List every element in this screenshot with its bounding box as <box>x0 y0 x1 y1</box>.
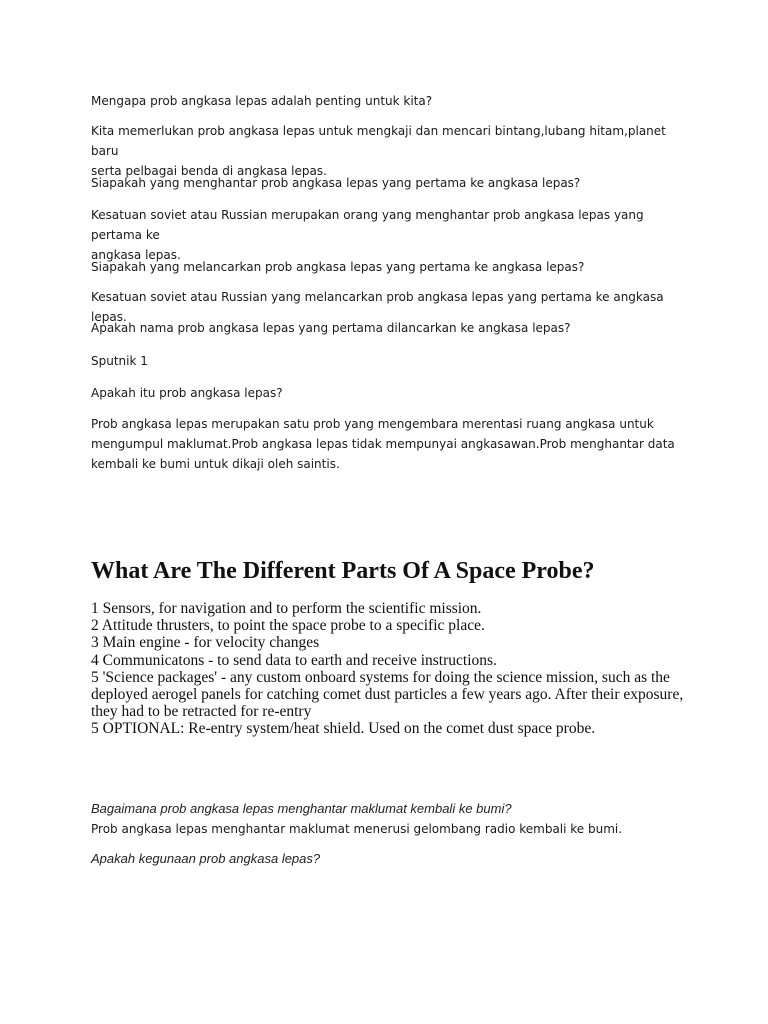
list-item: 3 Main engine - for velocity changes <box>91 634 320 652</box>
question-importance <box>91 91 691 111</box>
list-item: 1 Sensors, for navigation and to perform the scientific mission. <box>91 600 482 617</box>
text-line: Kesatuan soviet atau Russian merupakan orang yang menghantar prob angkasa lepas yang pertama ke <box>91 208 644 242</box>
text-line: mengumpul maklumat.Prob angkasa lepas tidak mempunyai angkasawan.Prob menghantar data <box>91 437 675 451</box>
text-line: Siapakah yang menghantar prob angkasa lepas yang pertama ke angkasa lepas? <box>91 176 581 190</box>
text-line: kembali ke bumi untuk dikaji oleh saintis. <box>91 457 340 471</box>
list-item: 5 'Science packages' - any custom onboard systems for doing the science mission, such as the <box>91 668 670 686</box>
section-heading: What Are The Different Parts Of A Space Probe? <box>91 558 595 584</box>
question-who-launched <box>91 257 691 277</box>
text-line: Apakah nama prob angkasa lepas yang pertama dilancarkan ke angkasa lepas? <box>91 321 571 335</box>
question-use: Apakah kegunaan prob angkasa lepas? <box>91 851 321 866</box>
text-line: Prob angkasa lepas merupakan satu prob yang mengembara merentasi ruang angkasa untuk <box>91 417 654 431</box>
list-item: 5 OPTIONAL: Re-entry system/heat shield. Used on the comet dust space probe. <box>91 720 596 738</box>
question-who-sent <box>91 173 691 193</box>
probe-parts-list <box>91 600 691 738</box>
text-line: serta pelbagai benda di angkasa lepas. <box>91 164 327 178</box>
text-line: Sputnik 1 <box>91 354 148 368</box>
list-item: deployed aerogel panels for catching comet dust particles a few years ago. After their exposure, <box>91 686 684 704</box>
text-line: Siapakah yang melancarkan prob angkasa lepas yang pertama ke angkasa lepas? <box>91 260 585 274</box>
text-line: Mengapa prob angkasa lepas adalah penting untuk kita? <box>91 94 433 108</box>
question-what-is-probe <box>91 383 691 403</box>
text-line: Prob angkasa lepas menghantar maklumat menerusi gelombang radio kembali ke bumi. <box>91 822 623 836</box>
text-line: Apakah itu prob angkasa lepas? <box>91 386 283 400</box>
question-radio: Bagaimana prob angkasa lepas menghantar maklumat kembali ke bumi? <box>91 801 512 816</box>
answer-what-is-probe <box>91 414 691 474</box>
text-line: Kesatuan soviet atau Russian yang melancarkan prob angkasa lepas yang pertama ke angkasa lepas. <box>91 290 664 324</box>
list-item: 2 Attitude thrusters, to point the space probe to a specific place. <box>91 617 485 635</box>
answer-who-sent <box>91 205 691 265</box>
list-item: 4 Communicatons - to send data to earth and receive instructions. <box>91 651 497 669</box>
text-line: Kita memerlukan prob angkasa lepas untuk mengkaji dan mencari bintang,lubang hitam,planet baru <box>91 124 666 158</box>
text-line: angkasa lepas. <box>91 248 181 262</box>
answer-radio <box>91 819 691 839</box>
question-first-probe-name <box>91 318 691 338</box>
list-item: they had to be retracted for re-entry <box>91 703 312 721</box>
answer-importance <box>91 121 691 181</box>
answer-first-probe-name <box>91 351 691 371</box>
